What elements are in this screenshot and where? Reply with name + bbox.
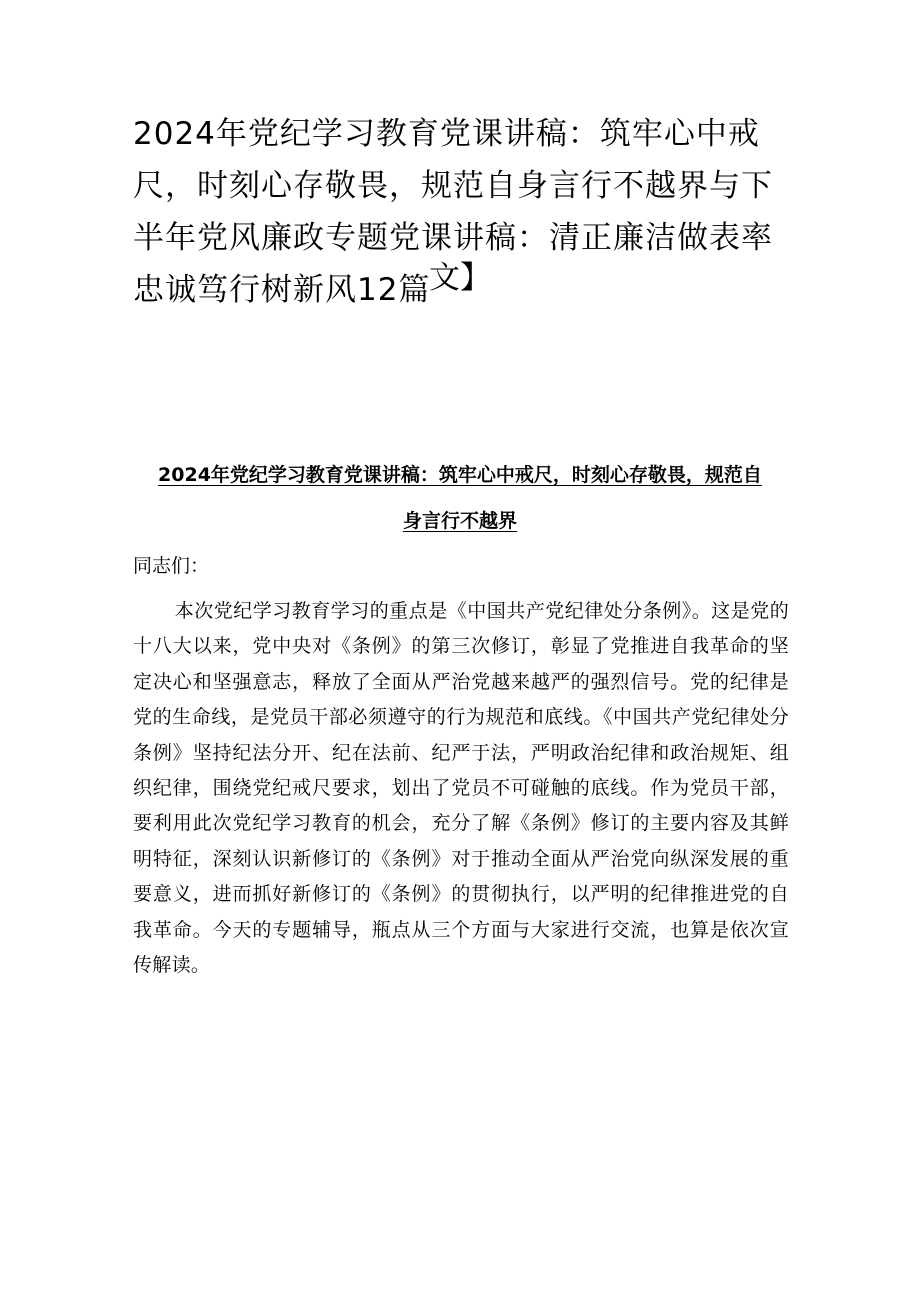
salutation: 同志们：: [133, 555, 210, 577]
main-title: 2024年党纪学习教育党课讲稿：筑牢心中戒尺，时刻心存敬畏，规范自身言行不越界与下半年党风廉政专题党课讲稿：清正廉洁做表率忠诚笃行树新风12篇: [133, 116, 773, 308]
main-title-end: 文】: [429, 260, 491, 296]
section-title: 2024年党纪学习教育党课讲稿：筑牢心中戒尺，时刻心存敬畏，规范自身言行不越界: [158, 464, 762, 532]
body-paragraph: 本次党纪学习教育学习的重点是《中国共产党纪律处分条例》。这是党的十八大以来，党中央对《条例》的第三次修订，彰显了党推进自我革命的坚定决心和坚强意志，释放了全面从严治党越来越严的强烈信号。党的纪律是党的生命线，是党员干部必须遵守的行为规范和底线。《中国共产党纪律处分条例》坚持纪法分开、纪在法前、纪严于法，严明政治纪律和政治规矩、组织纪律，围绕党纪戒尺要求，划出了党员不可碰触的底线。作为党员干部，要利用此次党纪学习教育的机会，充分了解《条例》修订的主要内容及其鲜明特征，深刻认识新修订的《条例》对于推动全面从严治党向纵深发展的重要意义，进而抓好新修订的《条例》的贯彻执行，以严明的纪律推进党的自我革命。今天的专题辅导，瓶点从三个方面与大家进行交流，也算是依次宣传解读。: [133, 600, 789, 977]
